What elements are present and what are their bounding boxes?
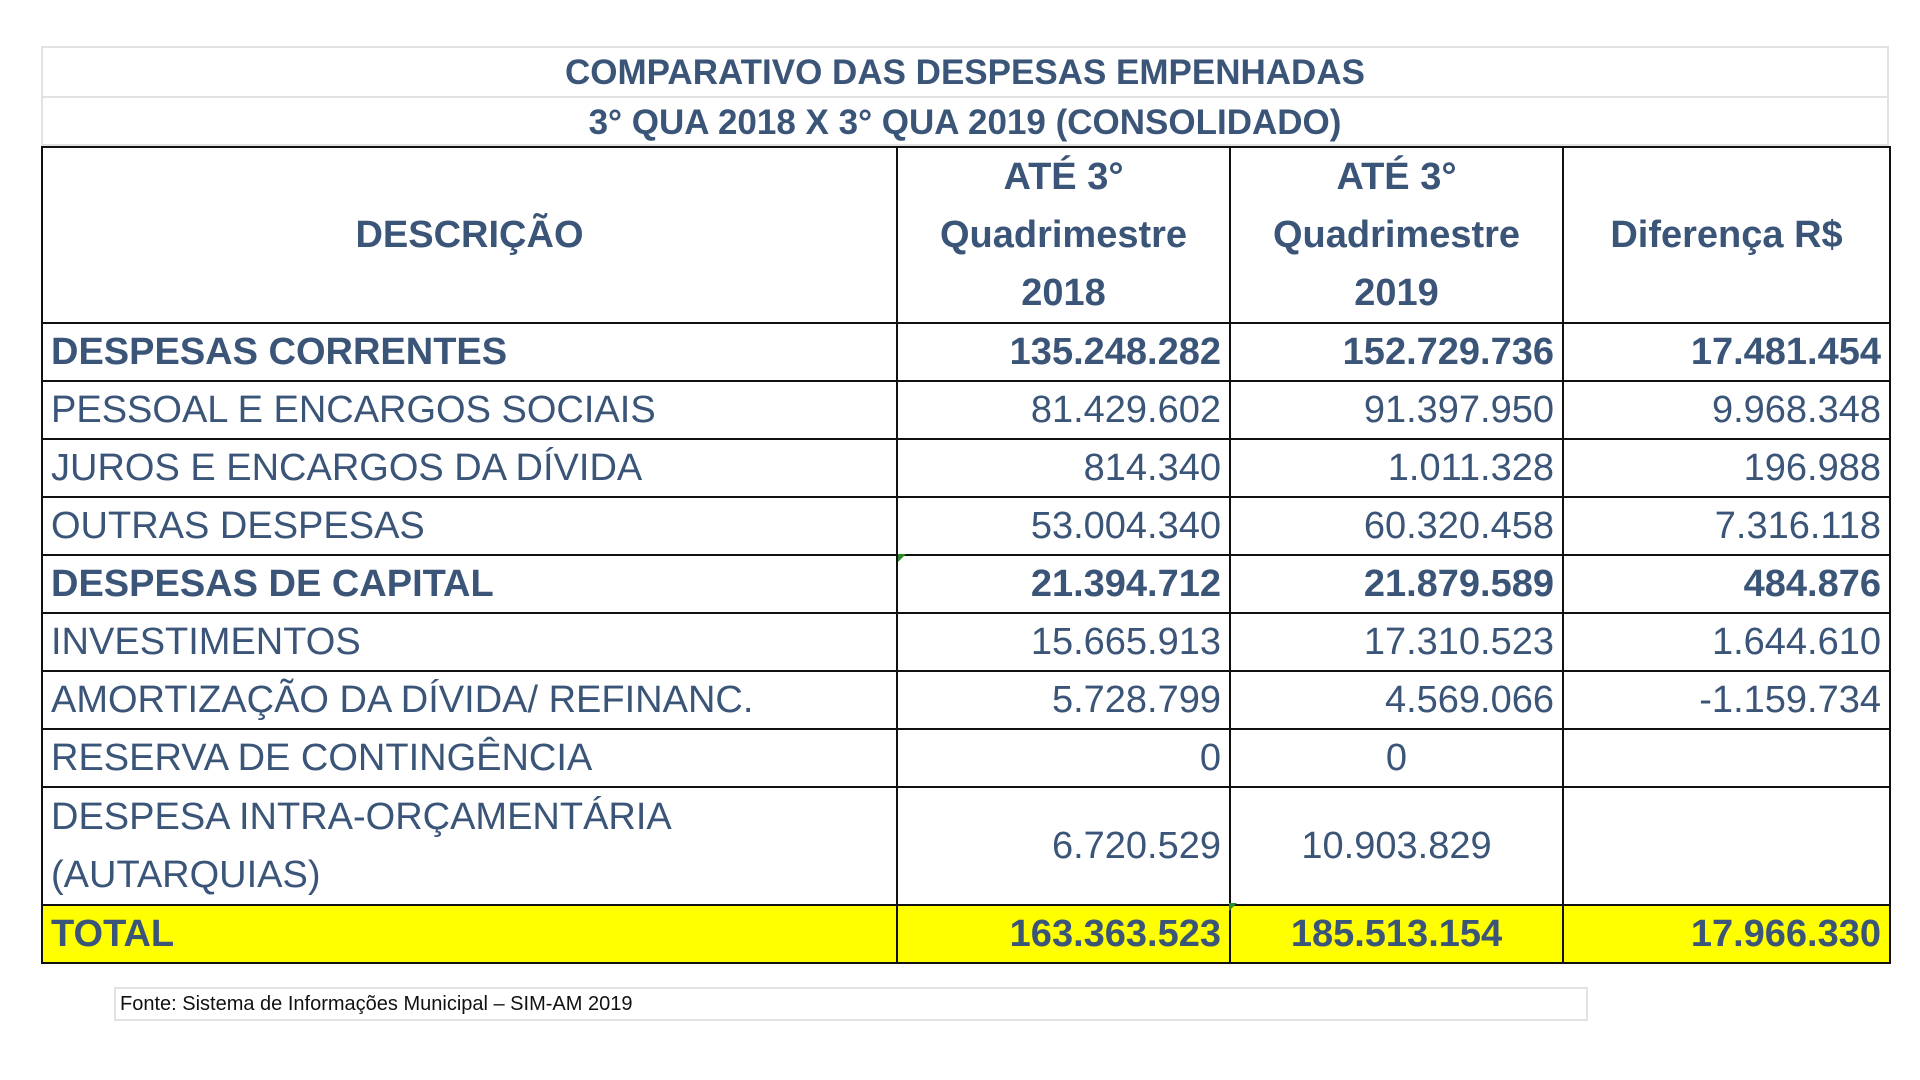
row-description-line2: (AUTARQUIAS) bbox=[51, 854, 321, 896]
row-value-2018: 6.720.529 bbox=[897, 787, 1230, 905]
header-2019-line1: ATÉ 3° bbox=[1336, 156, 1457, 198]
row-value-2018: 5.728.799 bbox=[897, 671, 1230, 729]
table-row bbox=[42, 381, 1890, 439]
row-description: RESERVA DE CONTINGÊNCIA bbox=[42, 729, 897, 787]
row-description: JUROS E ENCARGOS DA DÍVIDA bbox=[42, 439, 897, 497]
header-2018 bbox=[897, 147, 1230, 323]
row-difference: -1.159.734 bbox=[1563, 671, 1890, 729]
row-value-2019: 17.310.523 bbox=[1230, 613, 1563, 671]
expenses-table bbox=[41, 146, 1891, 964]
row-difference: 484.876 bbox=[1563, 555, 1890, 613]
row-description bbox=[42, 787, 897, 905]
table-row bbox=[42, 613, 1890, 671]
row-value-2019: 60.320.458 bbox=[1230, 497, 1563, 555]
row-value-2018: 53.004.340 bbox=[897, 497, 1230, 555]
row-description: OUTRAS DESPESAS bbox=[42, 497, 897, 555]
row-difference bbox=[1563, 729, 1890, 787]
table-row bbox=[42, 671, 1890, 729]
cell-comment-marker bbox=[898, 554, 906, 562]
header-2018-line3: 2018 bbox=[1021, 272, 1106, 314]
report-subtitle: 3° QUA 2018 X 3° QUA 2019 (CONSOLIDADO) bbox=[41, 96, 1889, 146]
header-descricao: DESCRIÇÃO bbox=[42, 147, 897, 323]
row-value-2019: 152.729.736 bbox=[1230, 323, 1563, 381]
table-row bbox=[42, 555, 1890, 613]
cell-comment-marker bbox=[1229, 903, 1237, 911]
row-value-2018: 0 bbox=[897, 729, 1230, 787]
row-value-2019: 10.903.829 bbox=[1230, 787, 1563, 905]
source-note: Fonte: Sistema de Informações Municipal – SIM-AM 2019 bbox=[114, 987, 1588, 1021]
header-2019-line2: Quadrimestre bbox=[1272, 214, 1521, 256]
table-row bbox=[42, 787, 1890, 905]
report-title: COMPARATIVO DAS DESPESAS EMPENHADAS bbox=[41, 46, 1889, 96]
table-row bbox=[42, 323, 1890, 381]
row-description: AMORTIZAÇÃO DA DÍVIDA/ REFINANC. bbox=[42, 671, 897, 729]
row-difference: 7.316.118 bbox=[1563, 497, 1890, 555]
header-diferenca: Diferença R$ bbox=[1563, 147, 1890, 323]
row-difference: 1.644.610 bbox=[1563, 613, 1890, 671]
row-value-2019: 0 bbox=[1230, 729, 1563, 787]
row-value-2018: 814.340 bbox=[897, 439, 1230, 497]
header-2018-line2: Quadrimestre bbox=[939, 214, 1188, 256]
total-difference: 17.966.330 bbox=[1563, 905, 1890, 963]
header-2019 bbox=[1230, 147, 1563, 323]
row-value-2019: 21.879.589 bbox=[1230, 555, 1563, 613]
table-row bbox=[42, 729, 1890, 787]
row-description: PESSOAL E ENCARGOS SOCIAIS bbox=[42, 381, 897, 439]
header-2018-line1: ATÉ 3° bbox=[1003, 156, 1124, 198]
row-description: DESPESAS DE CAPITAL bbox=[42, 555, 897, 613]
total-row bbox=[42, 905, 1890, 963]
row-difference bbox=[1563, 787, 1890, 905]
row-value-2019: 91.397.950 bbox=[1230, 381, 1563, 439]
row-difference: 9.968.348 bbox=[1563, 381, 1890, 439]
total-2019: 185.513.154 bbox=[1230, 905, 1563, 963]
table-row bbox=[42, 497, 1890, 555]
header-2019-line3: 2019 bbox=[1354, 272, 1439, 314]
row-difference: 17.481.454 bbox=[1563, 323, 1890, 381]
row-description: DESPESAS CORRENTES bbox=[42, 323, 897, 381]
row-value-2018: 81.429.602 bbox=[897, 381, 1230, 439]
row-difference: 196.988 bbox=[1563, 439, 1890, 497]
row-value-2018: 21.394.712 bbox=[897, 555, 1230, 613]
table-header-row bbox=[42, 147, 1890, 323]
total-2018: 163.363.523 bbox=[897, 905, 1230, 963]
row-value-2019: 1.011.328 bbox=[1230, 439, 1563, 497]
total-label: TOTAL bbox=[42, 905, 897, 963]
row-value-2018: 15.665.913 bbox=[897, 613, 1230, 671]
row-description: INVESTIMENTOS bbox=[42, 613, 897, 671]
report-sheet bbox=[41, 46, 1889, 964]
table-row bbox=[42, 439, 1890, 497]
row-value-2019: 4.569.066 bbox=[1230, 671, 1563, 729]
row-value-2018: 135.248.282 bbox=[897, 323, 1230, 381]
row-description-line1: DESPESA INTRA-ORÇAMENTÁRIA bbox=[51, 796, 672, 838]
